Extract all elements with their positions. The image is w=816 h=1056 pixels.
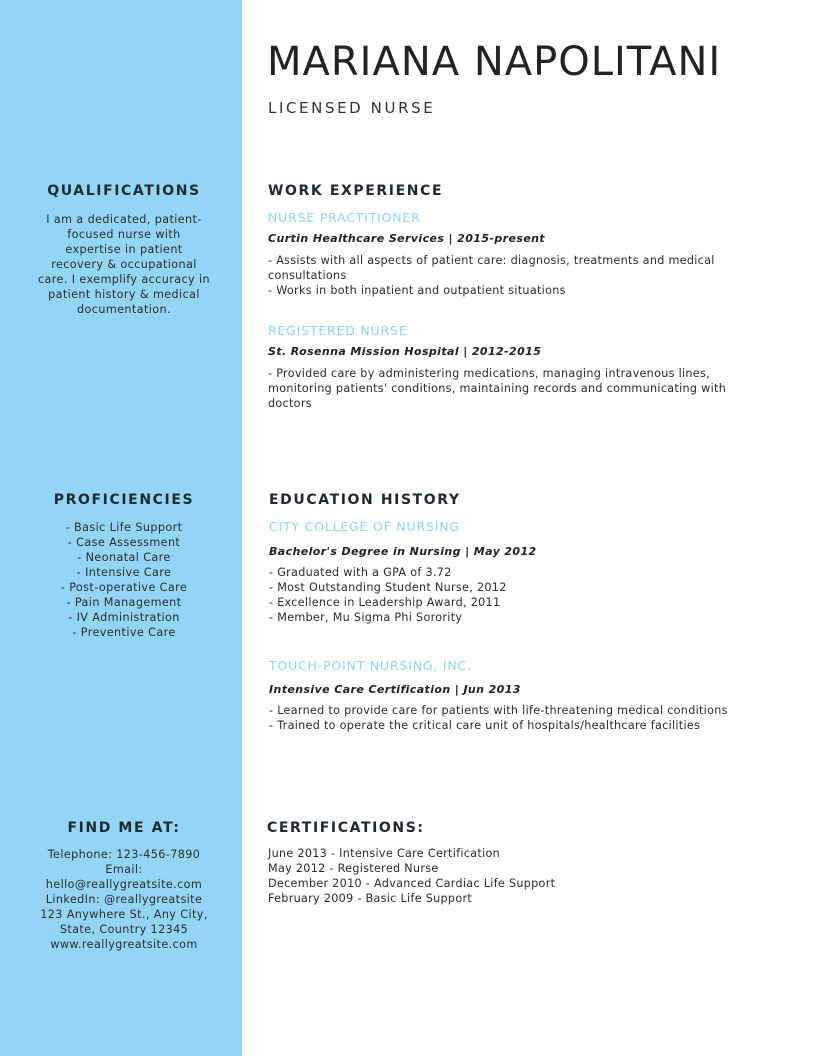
- contact-email-label: Email:: [105, 863, 143, 876]
- list-item: - Neonatal Care: [77, 551, 171, 564]
- qualifications-heading: QUALIFICATIONS: [47, 183, 201, 199]
- education-entry: [269, 519, 769, 625]
- contact-address-line-1: 123 Anywhere St., Any City,: [40, 908, 208, 921]
- candidate-role: LICENSED NURSE: [268, 99, 436, 117]
- job-duties: [268, 253, 768, 298]
- education-entry: [269, 658, 789, 733]
- list-item: - Assists with all aspects of patient care: diagnosis, treatments and medical: [268, 254, 715, 267]
- school-name: TOUCH-POINT NURSING, INC.: [269, 658, 472, 673]
- education-history-heading: EDUCATION HISTORY: [269, 492, 461, 508]
- contact-address-line-2: State, Country 12345: [59, 923, 189, 936]
- list-item: - Provided care by administering medications, managing intravenous lines,: [268, 367, 710, 380]
- contact-linkedin: LinkedIn: @reallygreatsite: [45, 893, 203, 906]
- list-item: February 2009 - Basic Life Support: [268, 892, 473, 905]
- job-title: NURSE PRACTITIONER: [268, 210, 421, 225]
- list-item: - Intensive Care: [76, 566, 172, 579]
- degree-info: Intensive Care Certification | Jun 2013: [269, 683, 521, 696]
- job-duties: [268, 366, 768, 411]
- qualifications-text: I am a dedicated, patient- focused nurse with expertise in patient recovery & occupational care. I exemplify accuracy in patient history & medical documentation.: [37, 213, 211, 316]
- list-item: - Basic Life Support: [65, 521, 183, 534]
- proficiencies-heading: PROFICIENCIES: [53, 492, 195, 508]
- list-item: - Preventive Care: [72, 626, 176, 639]
- work-experience-heading: WORK EXPERIENCE: [268, 183, 444, 199]
- list-item: doctors: [268, 397, 312, 410]
- education-details: [269, 703, 789, 733]
- job-org: Curtin Healthcare Services | 2015-present: [268, 232, 546, 245]
- list-item: May 2012 - Registered Nurse: [268, 862, 439, 875]
- list-item: - Graduated with a GPA of 3.72: [269, 566, 452, 579]
- list-item: - Works in both inpatient and outpatient situations: [268, 284, 566, 297]
- list-item: - Learned to provide care for patients with life-threatening medical conditions: [269, 704, 728, 717]
- education-details: [269, 565, 769, 625]
- job-org: St. Rosenna Mission Hospital | 2012-2015: [268, 345, 542, 358]
- job-title: REGISTERED NURSE: [268, 323, 408, 338]
- list-item: - IV Administration: [68, 611, 180, 624]
- qualifications-section: [0, 182, 248, 317]
- contact-email: hello@reallygreatsite.com: [45, 878, 203, 891]
- list-item: - Post-operative Care: [60, 581, 188, 594]
- list-item: - Most Outstanding Student Nurse, 2012: [269, 581, 507, 594]
- contact-telephone: Telephone: 123-456-7890: [47, 848, 201, 861]
- contact-heading: FIND ME AT:: [67, 820, 181, 836]
- school-name: CITY COLLEGE OF NURSING: [269, 519, 460, 534]
- list-item: consultations: [268, 269, 347, 282]
- list-item: June 2013 - Intensive Care Certification: [268, 847, 501, 860]
- list-item: - Case Assessment: [67, 536, 181, 549]
- list-item: December 2010 - Advanced Cardiac Life Support: [268, 877, 556, 890]
- degree-info: Bachelor's Degree in Nursing | May 2012: [269, 545, 537, 558]
- list-item: - Trained to operate the critical care unit of hospitals/healthcare facilities: [269, 719, 701, 732]
- contact-list: [0, 847, 248, 952]
- job-entry: [268, 323, 768, 411]
- list-item: - Excellence in Leadership Award, 2011: [269, 596, 501, 609]
- certifications-list: [268, 846, 555, 906]
- list-item: monitoring patients' conditions, maintaining records and communicating with: [268, 382, 727, 395]
- contact-section: [0, 819, 248, 952]
- certifications-heading: CERTIFICATIONS:: [267, 820, 425, 836]
- proficiencies-list: [0, 520, 248, 640]
- candidate-name: MARIANA NAPOLITANI: [267, 39, 722, 85]
- proficiencies-section: [0, 491, 248, 640]
- list-item: - Pain Management: [66, 596, 182, 609]
- job-entry: [268, 210, 768, 298]
- list-item: - Member, Mu Sigma Phi Sorority: [269, 611, 463, 624]
- contact-website: www.reallygreatsite.com: [50, 938, 198, 951]
